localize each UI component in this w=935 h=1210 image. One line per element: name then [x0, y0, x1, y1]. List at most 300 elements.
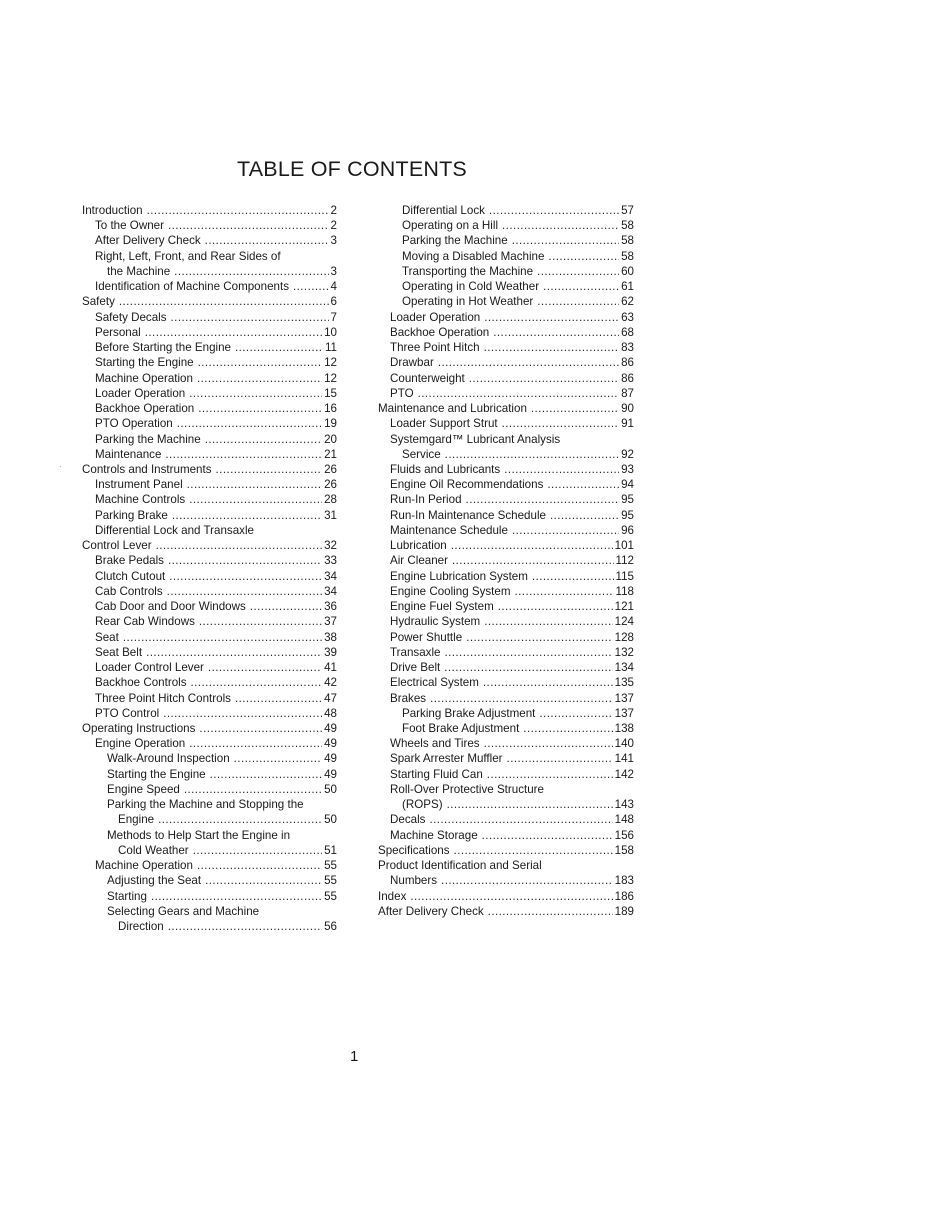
toc-dot-leader — [145, 325, 322, 340]
toc-entry — [376, 889, 634, 904]
toc-dot-leader — [119, 294, 329, 309]
toc-entry-page: 132 — [614, 645, 634, 659]
toc-entry-title: Rear Cab Windows — [95, 615, 195, 629]
toc-dot-leader — [199, 721, 322, 736]
toc-entry-title: Decals — [390, 813, 426, 827]
toc-dot-leader — [502, 416, 619, 431]
toc-dot-leader — [466, 492, 620, 507]
toc-entry-title: Run-In Maintenance Schedule — [390, 508, 546, 522]
toc-entry — [82, 736, 337, 751]
toc-dot-leader — [177, 416, 322, 431]
toc-entry — [82, 218, 337, 233]
toc-entry — [82, 828, 337, 843]
toc-entry-title: Clutch Cutout — [95, 569, 166, 583]
toc-entry — [82, 401, 337, 416]
toc-entry-page: 12 — [324, 371, 337, 385]
toc-entry — [82, 797, 337, 812]
toc-entry-title: PTO Operation — [95, 417, 173, 431]
toc-entry-title: Safety — [82, 295, 115, 309]
toc-entry — [376, 660, 634, 675]
toc-entry-page: 96 — [621, 523, 634, 537]
toc-entry — [376, 203, 634, 218]
toc-entry-title: Introduction — [82, 204, 143, 217]
toc-entry-title: Hydraulic System — [390, 615, 481, 629]
toc-dot-leader — [504, 462, 619, 477]
toc-entry — [82, 721, 337, 736]
toc-entry — [376, 751, 634, 766]
toc-dot-leader — [537, 264, 619, 279]
toc-entry — [82, 416, 337, 431]
toc-entry — [82, 751, 337, 766]
toc-entry-page: 49 — [324, 752, 337, 766]
toc-entry-page: 137 — [614, 691, 634, 705]
toc-entry-title: Operating in Cold Weather — [402, 280, 540, 294]
toc-entry-page: 58 — [621, 234, 634, 248]
toc-dot-leader — [444, 660, 612, 675]
toc-entry — [376, 538, 634, 553]
toc-entry — [376, 675, 634, 690]
toc-entry-page: 20 — [324, 432, 337, 446]
toc-entry — [82, 492, 337, 507]
toc-entry-page: 49 — [324, 737, 337, 751]
toc-dot-leader — [198, 401, 322, 416]
toc-entry — [376, 386, 634, 401]
toc-entry-page: 7 — [330, 310, 337, 324]
toc-dot-leader — [205, 432, 322, 447]
toc-entry-title: Engine Cooling System — [390, 584, 511, 598]
toc-dot-leader — [452, 553, 614, 568]
toc-entry-page: 33 — [324, 554, 337, 568]
toc-entry-title: Foot Brake Adjustment — [402, 721, 520, 735]
toc-entry-title: Engine — [118, 813, 155, 827]
toc-entry — [376, 249, 634, 264]
toc-column-left — [82, 203, 337, 934]
toc-entry-page: 51 — [324, 843, 337, 857]
toc-entry-title: Differential Lock — [402, 204, 485, 217]
toc-entry — [82, 447, 337, 462]
toc-entry — [82, 508, 337, 523]
toc-entry-title: the Machine — [107, 264, 171, 278]
toc-entry-title: Instrument Panel — [95, 478, 183, 492]
toc-entry-page: 12 — [324, 356, 337, 370]
toc-entry-page: 26 — [324, 462, 337, 476]
toc-entry-page: 86 — [621, 356, 634, 370]
toc-entry — [376, 432, 634, 447]
toc-entry — [376, 523, 634, 538]
toc-entry-page: 31 — [324, 508, 337, 522]
toc-entry-page: 41 — [324, 661, 337, 675]
toc-dot-leader — [430, 691, 613, 706]
toc-entry-page: 186 — [614, 889, 634, 903]
toc-entry — [376, 614, 634, 629]
toc-entry-title: Machine Operation — [95, 371, 193, 385]
toc-entry-page: 83 — [621, 341, 634, 355]
toc-entry — [82, 706, 337, 721]
toc-entry-title: Loader Support Strut — [390, 417, 498, 431]
toc-entry-page: 55 — [324, 874, 337, 888]
toc-entry-title: Operating in Hot Weather — [402, 295, 534, 309]
toc-entry-title: Before Starting the Engine — [95, 341, 231, 355]
toc-dot-leader — [205, 233, 329, 248]
toc-dot-leader — [169, 569, 322, 584]
toc-entry-page: 140 — [614, 737, 634, 751]
toc-entry — [376, 599, 634, 614]
toc-entry-page: 115 — [615, 569, 634, 583]
toc-entry-title: Roll-Over Protective Structure — [390, 782, 544, 796]
toc-dot-leader — [197, 371, 322, 386]
toc-dot-leader — [484, 310, 619, 325]
toc-entry-title: Identification of Machine Components — [95, 280, 289, 294]
toc-entry-title: Transaxle — [390, 645, 441, 659]
toc-entry — [82, 843, 337, 858]
toc-dot-leader — [189, 492, 322, 507]
toc-entry-title: Selecting Gears and Machine — [107, 904, 260, 918]
toc-dot-leader — [451, 538, 613, 553]
toc-entry-page: 189 — [614, 904, 634, 918]
toc-dot-leader — [445, 447, 619, 462]
toc-entry-page: 92 — [621, 447, 634, 461]
toc-entry — [82, 858, 337, 873]
toc-dot-leader — [550, 508, 619, 523]
toc-entry — [376, 706, 634, 721]
toc-dot-leader — [537, 294, 619, 309]
toc-dot-leader — [489, 203, 619, 218]
toc-dot-leader — [193, 843, 322, 858]
toc-entry-page: 93 — [621, 462, 634, 476]
toc-entry-page: 112 — [615, 554, 634, 568]
toc-dot-leader — [168, 553, 322, 568]
toc-entry-title: Loader Operation — [95, 386, 186, 400]
toc-entry — [376, 858, 634, 873]
toc-entry-page: 42 — [324, 676, 337, 690]
toc-entry-page: 135 — [614, 676, 634, 690]
toc-entry — [82, 767, 337, 782]
toc-entry — [82, 584, 337, 599]
toc-dot-leader — [429, 812, 612, 827]
toc-entry — [82, 477, 337, 492]
toc-dot-leader — [156, 538, 322, 553]
toc-entry-title: Numbers — [390, 874, 438, 888]
toc-dot-leader — [158, 812, 322, 827]
toc-entry-page: 94 — [621, 478, 634, 492]
toc-entry-title: Engine Oil Recommendations — [390, 478, 544, 492]
toc-entry — [82, 294, 337, 309]
toc-dot-leader — [447, 797, 613, 812]
toc-entry-page: 21 — [324, 447, 337, 461]
toc-entry-page: 56 — [324, 920, 337, 934]
toc-entry-title: Starting Fluid Can — [390, 767, 483, 781]
toc-dot-leader — [199, 614, 322, 629]
toc-dot-leader — [250, 599, 322, 614]
toc-dot-leader — [208, 660, 322, 675]
toc-entry-page: 16 — [324, 402, 337, 416]
toc-entry — [376, 310, 634, 325]
toc-entry-page: 55 — [324, 859, 337, 873]
toc-dot-leader — [216, 462, 323, 477]
toc-entry-title: Wheels and Tires — [390, 737, 480, 751]
toc-entry-title: Backhoe Controls — [95, 676, 187, 690]
toc-entry — [376, 218, 634, 233]
toc-entry-title: Spark Arrester Muffler — [390, 752, 503, 766]
toc-dot-leader — [469, 371, 619, 386]
toc-dot-leader — [498, 599, 613, 614]
toc-entry-title: Transporting the Machine — [402, 264, 534, 278]
toc-dot-leader — [191, 675, 323, 690]
toc-entry-title: Direction — [118, 920, 164, 934]
toc-entry — [376, 553, 634, 568]
toc-entry — [376, 812, 634, 827]
toc-dot-leader — [438, 355, 619, 370]
toc-entry-page: 32 — [324, 539, 337, 553]
toc-entry-page: 47 — [324, 691, 337, 705]
toc-dot-leader — [454, 843, 613, 858]
toc-dot-leader — [488, 904, 613, 919]
toc-dot-leader — [165, 447, 322, 462]
toc-entry-title: (ROPS) — [402, 798, 443, 812]
toc-dot-leader — [484, 736, 613, 751]
toc-entry — [82, 812, 337, 827]
toc-dot-leader — [189, 736, 322, 751]
toc-entry — [376, 294, 634, 309]
toc-entry-page: 118 — [615, 584, 634, 598]
toc-entry — [82, 645, 337, 660]
toc-dot-leader — [172, 508, 322, 523]
toc-entry-title: Parking the Machine — [402, 234, 508, 248]
toc-entry — [376, 340, 634, 355]
toc-entry-title: Parking Brake Adjustment — [402, 706, 536, 720]
toc-entry — [376, 371, 634, 386]
toc-entry — [82, 371, 337, 386]
toc-entry-page: 37 — [324, 615, 337, 629]
toc-entry-title: Seat Belt — [95, 645, 143, 659]
toc-dot-leader — [210, 767, 322, 782]
toc-entry-title: Product Identification and Serial — [378, 859, 542, 873]
toc-dot-leader — [484, 614, 612, 629]
toc-entry-title: Starting — [107, 889, 147, 903]
toc-entry-page: 28 — [324, 493, 337, 507]
toc-entry-page: 134 — [614, 661, 634, 675]
toc-entry-title: Electrical System — [390, 676, 479, 690]
toc-entry — [82, 340, 337, 355]
toc-entry-page: 49 — [324, 767, 337, 781]
toc-entry-title: Maintenance Schedule — [390, 523, 508, 537]
toc-entry-page: 148 — [614, 813, 634, 827]
toc-entry-title: Index — [378, 889, 407, 903]
toc-entry-title: Methods to Help Start the Engine in — [107, 828, 291, 842]
toc-entry — [82, 630, 337, 645]
toc-dot-leader — [168, 919, 322, 934]
toc-dot-leader — [187, 477, 322, 492]
toc-dot-leader — [205, 873, 322, 888]
toc-entry-title: Cold Weather — [118, 843, 189, 857]
toc-entry — [82, 675, 337, 690]
toc-entry-page: 62 — [621, 295, 634, 309]
toc-entry — [376, 630, 634, 645]
toc-entry — [376, 477, 634, 492]
toc-entry-page: 4 — [330, 280, 337, 294]
toc-entry-title: Cab Controls — [95, 584, 163, 598]
toc-entry — [82, 889, 337, 904]
toc-entry-page: 121 — [614, 600, 634, 614]
toc-entry-title: Loader Control Lever — [95, 661, 204, 675]
toc-entry-title: Engine Operation — [95, 737, 186, 751]
toc-dot-leader — [168, 218, 329, 233]
toc-dot-leader — [523, 721, 612, 736]
toc-entry — [82, 691, 337, 706]
toc-entry-title: Safety Decals — [95, 310, 167, 324]
toc-entry-page: 137 — [614, 706, 634, 720]
toc-entry-title: After Delivery Check — [378, 904, 484, 918]
toc-dot-leader — [184, 782, 322, 797]
toc-entry-title: Parking the Machine — [95, 432, 201, 446]
toc-dot-leader — [293, 279, 329, 294]
toc-entry-page: 58 — [621, 219, 634, 233]
toc-dot-leader — [171, 310, 329, 325]
toc-entry — [82, 904, 337, 919]
toc-dot-leader — [487, 767, 613, 782]
toc-dot-leader — [410, 889, 612, 904]
toc-entry — [376, 447, 634, 462]
toc-entry — [82, 553, 337, 568]
toc-entry — [82, 386, 337, 401]
toc-entry — [376, 492, 634, 507]
toc-entry-title: Moving a Disabled Machine — [402, 249, 545, 263]
toc-entry-page: 2 — [330, 204, 337, 217]
toc-dot-leader — [512, 523, 619, 538]
toc-dot-leader — [484, 340, 620, 355]
stray-mark: · — [59, 462, 62, 471]
toc-entry-page: 36 — [324, 600, 337, 614]
toc-entry-title: Operating on a Hill — [402, 219, 499, 233]
toc-dot-leader — [189, 386, 322, 401]
toc-entry-page: 57 — [621, 204, 634, 217]
toc-entry — [82, 614, 337, 629]
toc-entry-title: Backhoe Operation — [390, 325, 490, 339]
toc-entry — [82, 310, 337, 325]
toc-entry-title: Systemgard™ Lubricant Analysis — [390, 432, 561, 446]
toc-entry — [82, 462, 337, 477]
toc-entry-page: 95 — [621, 493, 634, 507]
toc-entry-title: Personal — [95, 325, 141, 339]
toc-dot-leader — [235, 691, 322, 706]
toc-entry-page: 141 — [614, 752, 634, 766]
toc-entry — [82, 325, 337, 340]
toc-dot-leader — [482, 828, 613, 843]
toc-entry-page: 26 — [324, 478, 337, 492]
toc-entry-title: Maintenance and Lubrication — [378, 402, 527, 416]
toc-entry-page: 39 — [324, 645, 337, 659]
toc-entry-page: 2 — [330, 219, 337, 233]
toc-entry-title: Right, Left, Front, and Rear Sides of — [95, 249, 281, 263]
toc-entry — [82, 660, 337, 675]
toc-entry — [376, 569, 634, 584]
toc-entry-title: Walk-Around Inspection — [107, 752, 230, 766]
toc-dot-leader — [539, 706, 612, 721]
toc-entry-title: Run-In Period — [390, 493, 462, 507]
toc-dot-leader — [444, 645, 612, 660]
toc-entry-page: 34 — [324, 584, 337, 598]
toc-dot-leader — [418, 386, 619, 401]
toc-dot-leader — [547, 477, 619, 492]
toc-entry — [376, 828, 634, 843]
toc-dot-leader — [146, 645, 322, 660]
toc-entry — [376, 416, 634, 431]
toc-entry — [376, 462, 634, 477]
toc-entry-title: Lubrication — [390, 539, 447, 553]
toc-dot-leader — [515, 584, 614, 599]
toc-entry-title: Seat — [95, 630, 119, 644]
toc-entry-title: Engine Lubrication System — [390, 569, 528, 583]
toc-entry-title: PTO Control — [95, 706, 160, 720]
toc-entry-title: Backhoe Operation — [95, 402, 195, 416]
toc-entry-title: PTO — [390, 386, 414, 400]
toc-entry-page: 3 — [330, 234, 337, 248]
toc-entry-title: Adjusting the Seat — [107, 874, 202, 888]
toc-entry — [82, 264, 337, 279]
toc-entry-page: 156 — [614, 828, 634, 842]
toc-entry-title: Drawbar — [390, 356, 434, 370]
toc-entry — [376, 736, 634, 751]
toc-entry-title: Air Cleaner — [390, 554, 448, 568]
toc-entry-title: Brakes — [390, 691, 427, 705]
toc-entry-page: 19 — [324, 417, 337, 431]
toc-entry-page: 15 — [324, 386, 337, 400]
toc-dot-leader — [531, 401, 619, 416]
toc-entry-page: 138 — [614, 721, 634, 735]
toc-entry-title: Machine Operation — [95, 859, 193, 873]
toc-dot-leader — [197, 858, 322, 873]
toc-dot-leader — [548, 249, 619, 264]
toc-entry — [376, 843, 634, 858]
toc-entry — [82, 873, 337, 888]
toc-entry-title: Drive Belt — [390, 661, 441, 675]
toc-entry-page: 34 — [324, 569, 337, 583]
toc-entry — [82, 233, 337, 248]
toc-entry — [82, 279, 337, 294]
toc-entry-page: 50 — [324, 813, 337, 827]
toc-entry-title: Three Point Hitch — [390, 341, 480, 355]
toc-dot-leader — [234, 751, 322, 766]
toc-entry-title: Specifications — [378, 843, 450, 857]
toc-entry-title: Engine Fuel System — [390, 600, 494, 614]
toc-dot-leader — [512, 233, 619, 248]
toc-entry — [82, 538, 337, 553]
toc-entry-title: Controls and Instruments — [82, 462, 212, 476]
toc-entry — [82, 432, 337, 447]
toc-entry — [376, 325, 634, 340]
toc-entry-page: 49 — [324, 721, 337, 735]
toc-entry-title: Power Shuttle — [390, 630, 463, 644]
page-title: TABLE OF CONTENTS — [237, 157, 467, 181]
toc-entry-page: 158 — [614, 843, 634, 857]
toc-dot-leader — [532, 569, 614, 584]
toc-entry-page: 55 — [324, 889, 337, 903]
toc-entry-title: Parking the Machine and Stopping the — [107, 798, 304, 812]
toc-entry — [376, 584, 634, 599]
toc-entry — [376, 691, 634, 706]
toc-dot-leader — [167, 584, 322, 599]
toc-entry — [376, 797, 634, 812]
toc-entry-page: 128 — [614, 630, 634, 644]
toc-entry-title: Service — [402, 447, 441, 461]
toc-entry — [376, 355, 634, 370]
toc-entry-title: To the Owner — [95, 219, 164, 233]
toc-entry — [376, 264, 634, 279]
toc-dot-leader — [441, 873, 613, 888]
toc-entry-page: 68 — [621, 325, 634, 339]
toc-entry-title: Counterweight — [390, 371, 465, 385]
toc-entry-page: 87 — [621, 386, 634, 400]
